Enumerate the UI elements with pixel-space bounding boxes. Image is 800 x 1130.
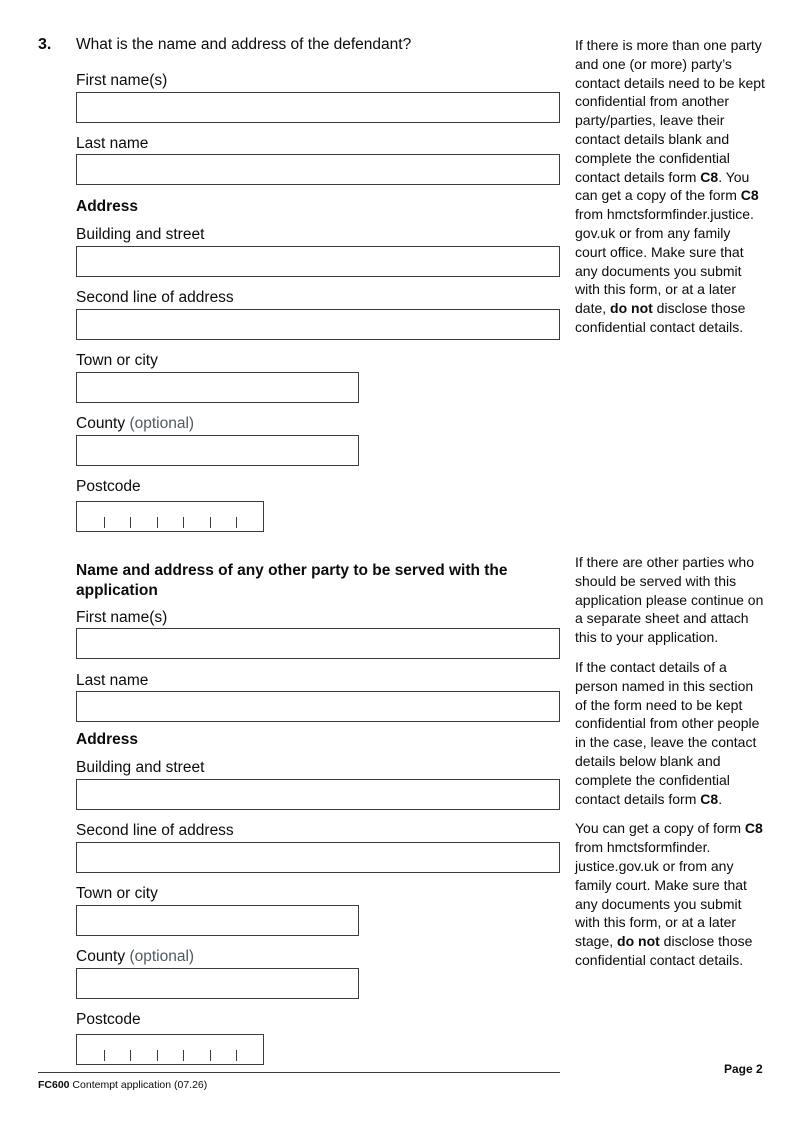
confidential-details-note: If the contact details of a person named in this section of the form need to be kept confidential from other people in the case, leave the contact details below blank and complete the confidential contact details form C8. bbox=[575, 658, 760, 807]
defendant-building-label: Building and street bbox=[76, 226, 205, 243]
defendant-county-field[interactable] bbox=[76, 435, 359, 466]
other-party-county-field[interactable] bbox=[76, 968, 359, 999]
county-label-text: County bbox=[76, 415, 126, 432]
other-party-building-label: Building and street bbox=[76, 759, 205, 776]
defendant-town-field[interactable] bbox=[76, 372, 359, 403]
other-party-building-field[interactable] bbox=[76, 779, 560, 810]
question-text: What is the name and address of the defendant? bbox=[76, 36, 412, 53]
other-party-town-label: Town or city bbox=[76, 885, 158, 902]
other-party-notes bbox=[575, 553, 765, 981]
defendant-postcode-field[interactable] bbox=[76, 501, 264, 532]
other-parties-note: If there are other parties who should be served with this application please continue on a separate sheet and attach this to your application. bbox=[575, 554, 764, 646]
footer-divider bbox=[38, 1072, 560, 1073]
other-party-town-field[interactable] bbox=[76, 905, 359, 936]
defendant-second-line-field[interactable] bbox=[76, 309, 560, 340]
county-label-text: County bbox=[76, 948, 126, 965]
other-party-address-heading: Address bbox=[76, 731, 139, 748]
other-party-first-name-field[interactable] bbox=[76, 628, 560, 659]
other-party-county-label bbox=[76, 948, 194, 966]
page-number: Page 2 bbox=[724, 1062, 763, 1076]
other-party-last-name-label: Last name bbox=[76, 672, 149, 689]
other-party-postcode-field[interactable] bbox=[76, 1034, 264, 1065]
defendant-first-name-label: First name(s) bbox=[76, 72, 168, 89]
footer-form-reference: FC600 Contempt application (07.26) bbox=[38, 1079, 208, 1091]
defendant-first-name-field[interactable] bbox=[76, 92, 560, 123]
defendant-county-label bbox=[76, 415, 194, 433]
optional-hint: (optional) bbox=[129, 415, 195, 432]
defendant-postcode-label: Postcode bbox=[76, 478, 141, 495]
form-copy-note: You can get a copy of form C8 from hmctsformfinder. justice.gov.uk or from any family court. Make sure that any documents you submit with this form, or at a later stage, do not disclose those confidential contact details. bbox=[575, 820, 763, 968]
other-party-heading: Name and address of any other party to be served with the application bbox=[76, 562, 508, 599]
defendant-last-name-label: Last name bbox=[76, 135, 149, 152]
other-party-second-line-field[interactable] bbox=[76, 842, 560, 873]
defendant-second-line-label: Second line of address bbox=[76, 289, 234, 306]
other-party-first-name-label: First name(s) bbox=[76, 609, 168, 626]
defendant-address-heading: Address bbox=[76, 198, 139, 215]
defendant-last-name-field[interactable] bbox=[76, 154, 560, 185]
defendant-town-label: Town or city bbox=[76, 352, 158, 369]
other-party-second-line-label: Second line of address bbox=[76, 822, 234, 839]
optional-hint: (optional) bbox=[129, 948, 195, 965]
other-party-postcode-label: Postcode bbox=[76, 1011, 141, 1028]
question-number: 3. bbox=[38, 36, 52, 53]
defendant-confidentiality-note: If there is more than one party and one (or more) party’s contact details need to be kept confidential from another party/parties, leave their contact details blank and complete the confidential contact details form C8. You can get a copy of the form C8 from hmctsformfinder.justice. gov.uk or from any family court office. Make sure that any documents you submit with this form, or at a later date, do not disclose those confidential contact details. bbox=[575, 37, 765, 335]
other-party-last-name-field[interactable] bbox=[76, 691, 560, 722]
defendant-building-field[interactable] bbox=[76, 246, 560, 277]
